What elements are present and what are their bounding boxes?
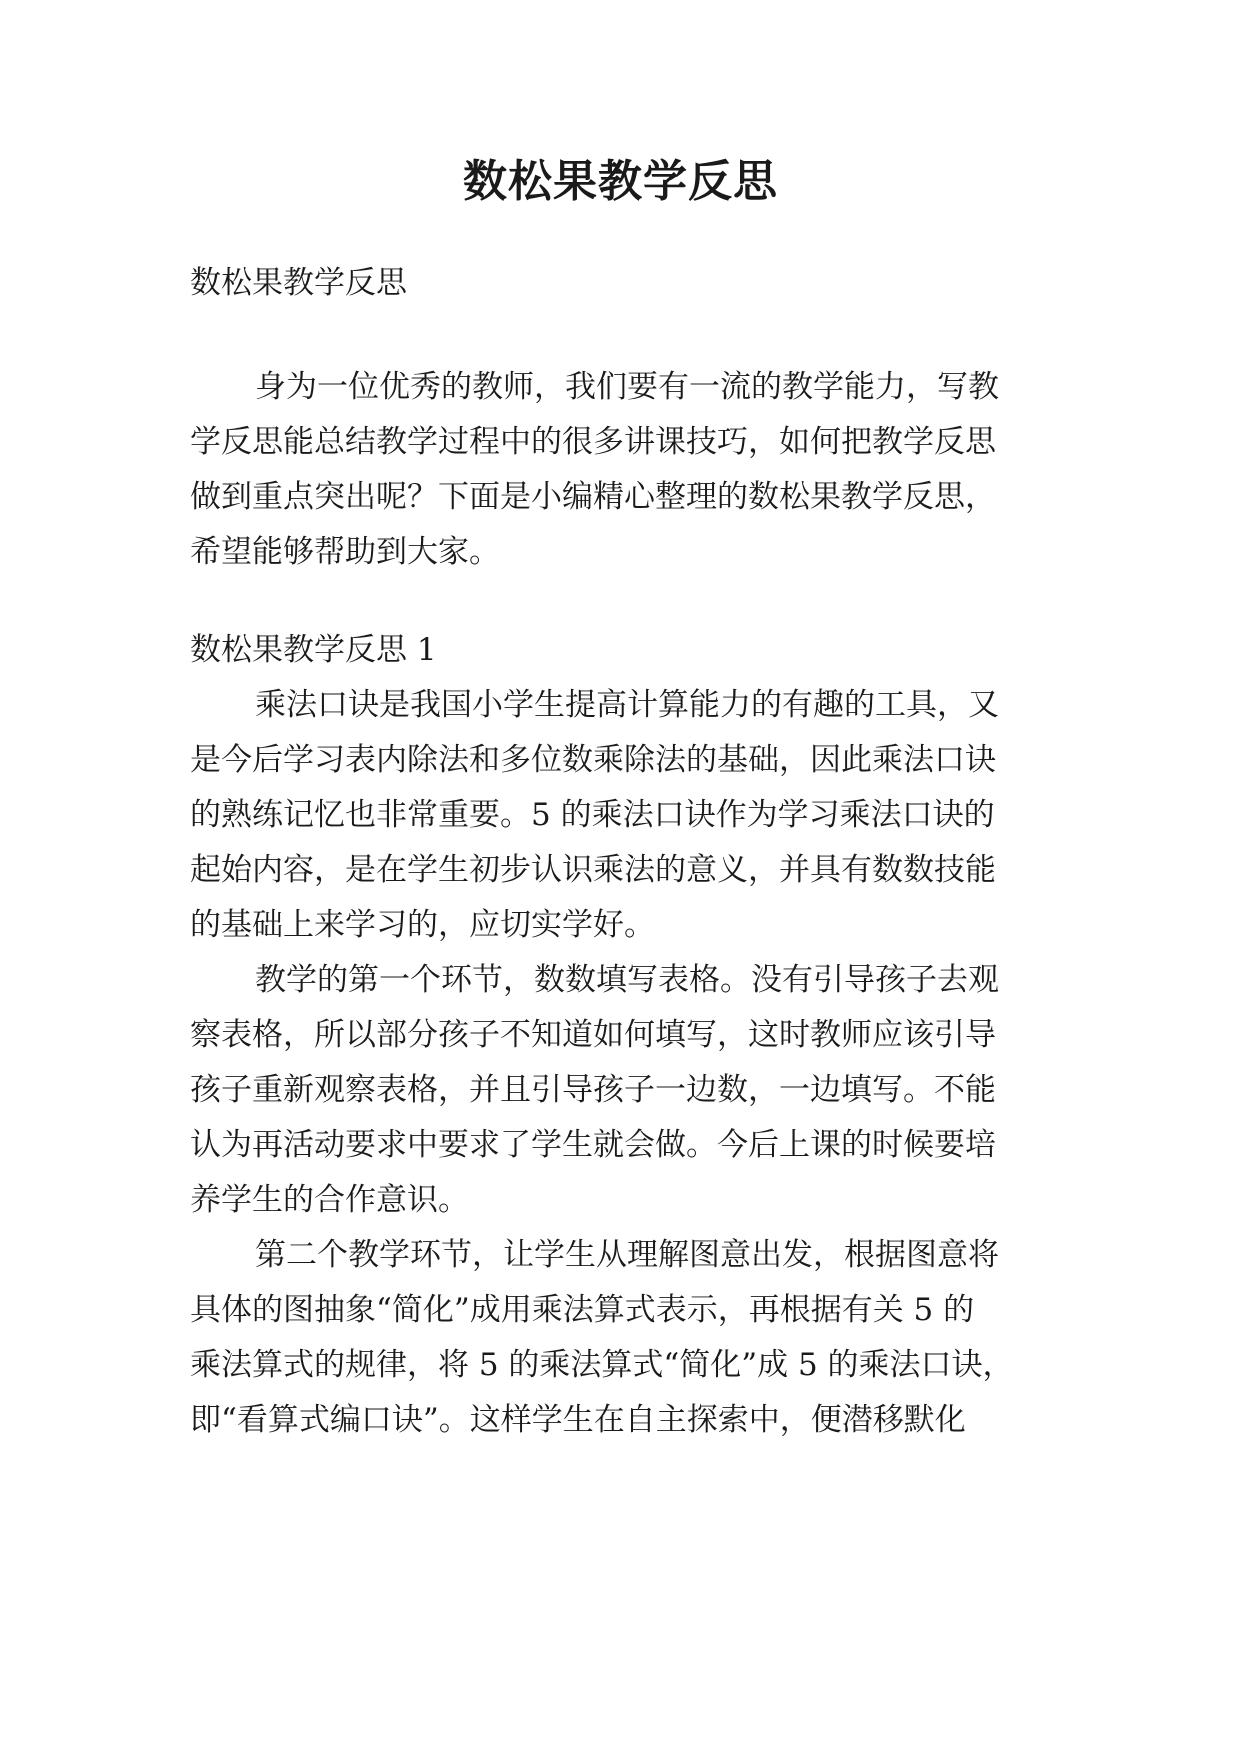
paragraph-line: 认为再活动要求中要求了学生就会做。今后上课的时候要培 [190, 1127, 996, 1163]
paragraph-line: 具体的图抽象“简化”成用乘法算式表示，再根据有关 5 的 [190, 1292, 975, 1328]
intro-line: 学反思能总结教学过程中的很多讲课技巧，如何把教学反思 [190, 424, 996, 460]
paragraph-line: 孩子重新观察表格，并且引导孩子一边数，一边填写。不能 [190, 1072, 996, 1108]
paragraph-line: 即“看算式编口诀”。这样学生在自主探索中，便潜移默化 [190, 1402, 966, 1438]
intro-line: 希望能够帮助到大家。 [190, 534, 500, 570]
paragraph-line: 乘法口诀是我国小学生提高计算能力的有趣的工具，又 [255, 687, 999, 723]
document-subtitle: 数松果教学反思 [190, 265, 407, 301]
paragraph-line: 教学的第一个环节，数数填写表格。没有引导孩子去观 [255, 962, 999, 998]
paragraph-line: 察表格，所以部分孩子不知道如何填写，这时教师应该引导 [190, 1017, 996, 1053]
paragraph-line: 的基础上来学习的，应切实学好。 [190, 907, 655, 943]
intro-line: 做到重点突出呢？下面是小编精心整理的数松果教学反思， [190, 479, 996, 515]
intro-line: 身为一位优秀的教师，我们要有一流的教学能力，写教 [255, 369, 999, 405]
section-heading: 数松果教学反思 1 [190, 632, 437, 668]
paragraph-line: 是今后学习表内除法和多位数乘除法的基础，因此乘法口诀 [190, 742, 996, 778]
paragraph-line: 养学生的合作意识。 [190, 1182, 469, 1218]
paragraph-line: 乘法算式的规律，将 5 的乘法算式“简化”成 5 的乘法口诀， [190, 1347, 1014, 1383]
paragraph-line: 的熟练记忆也非常重要。5 的乘法口诀作为学习乘法口诀的 [190, 797, 995, 833]
paragraph-line: 起始内容，是在学生初步认识乘法的意义，并具有数数技能 [190, 852, 996, 888]
paragraph-line: 第二个教学环节，让学生从理解图意出发，根据图意将 [255, 1237, 999, 1273]
document-title: 数松果教学反思 [463, 156, 778, 207]
